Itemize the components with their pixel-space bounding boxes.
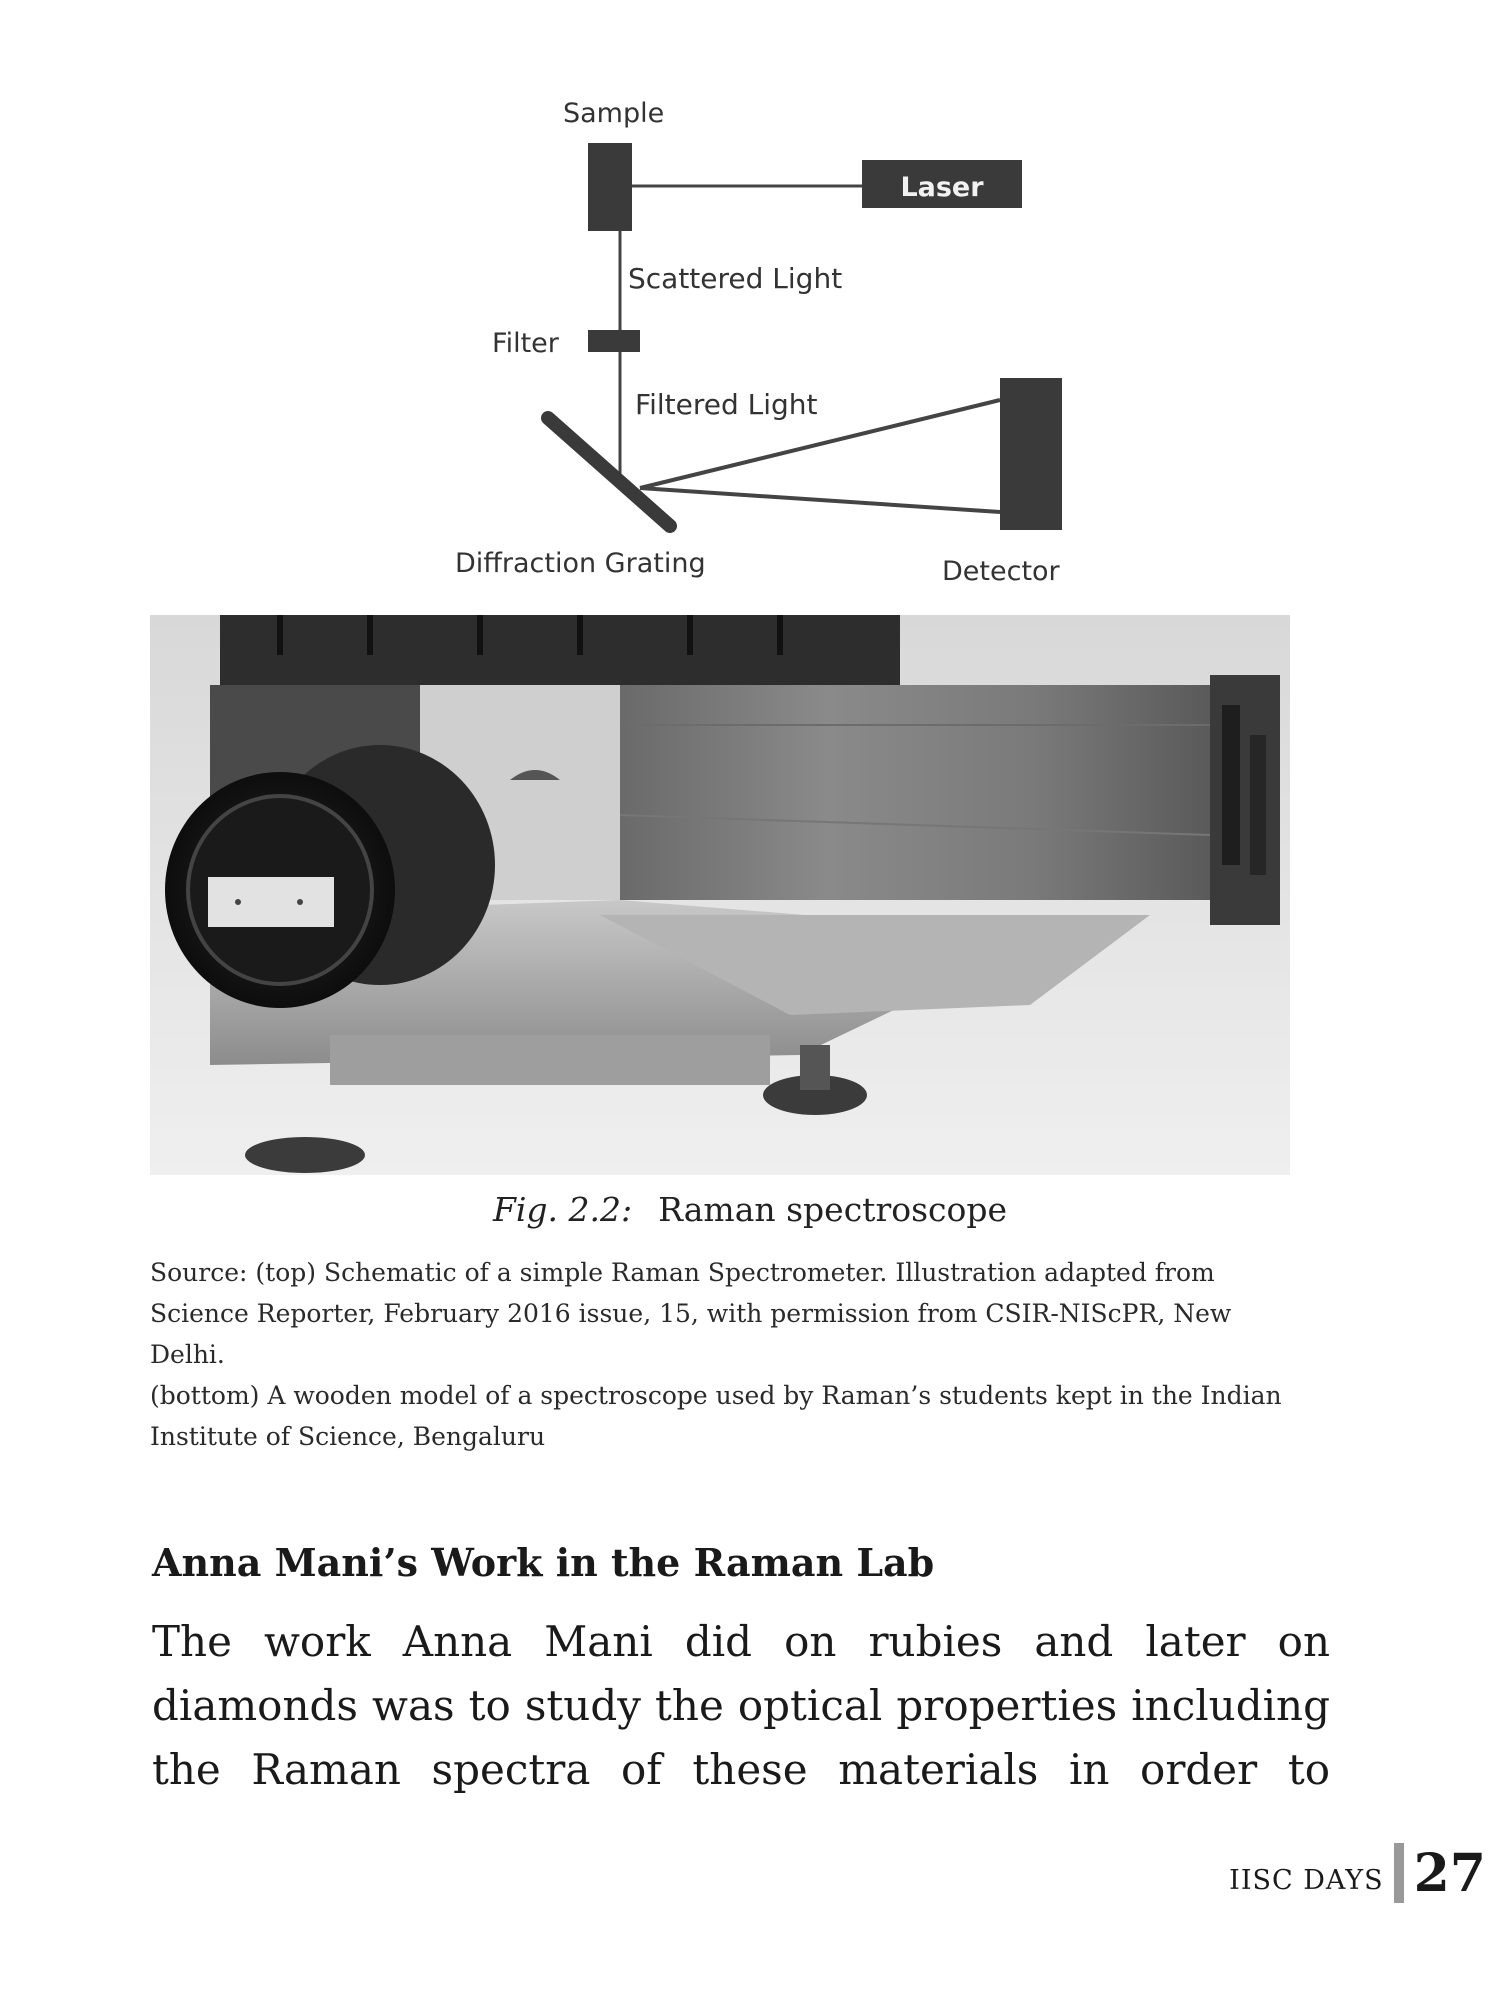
section-heading: Anna Mani’s Work in the Raman Lab [152, 1540, 935, 1585]
section-body-text: The work Anna Mani did on rubies and later on diamonds was to study the optical properties including the Raman spectra of these materials in order to [152, 1617, 1330, 1794]
figure-number: Fig. 2.2: [492, 1190, 633, 1229]
figure-source-note [150, 1252, 1300, 1457]
page-number: 27 [1413, 1842, 1486, 1904]
sample-block [588, 143, 632, 231]
laser-label: Laser [900, 172, 984, 203]
running-title: IISC DAYS [1229, 1864, 1384, 1896]
footer-divider [1394, 1843, 1404, 1903]
source-line-bottom: (bottom) A wooden model of a spectroscope used by Raman’s students kept in the Indian Institute of Science, Bengaluru [150, 1381, 1282, 1451]
filter-label: Filter [492, 328, 559, 359]
filter-block [588, 330, 640, 352]
detector-label: Detector [942, 556, 1060, 587]
figure-caption [0, 1190, 1500, 1229]
figure-title: Raman spectroscope [658, 1190, 1008, 1229]
raman-schematic [0, 0, 1500, 610]
diffraction-grating [548, 418, 670, 526]
detector-block [1000, 378, 1062, 530]
spectroscope-photo [150, 615, 1290, 1175]
scattered-light-label: Scattered Light [628, 262, 843, 295]
source-line-top: Source: (top) Schematic of a simple Raman Spectrometer. Illustration adapted from Science Reporter, February 2016 issue, 15, with permission from CSIR-NIScPR, New Delhi. [150, 1258, 1232, 1369]
sample-label: Sample [563, 98, 665, 129]
filtered-light-label: Filtered Light [635, 388, 818, 421]
page-footer [1229, 1838, 1486, 1908]
diffraction-grating-label: Diffraction Grating [455, 548, 706, 579]
diffracted-beam-lower [640, 488, 1000, 512]
